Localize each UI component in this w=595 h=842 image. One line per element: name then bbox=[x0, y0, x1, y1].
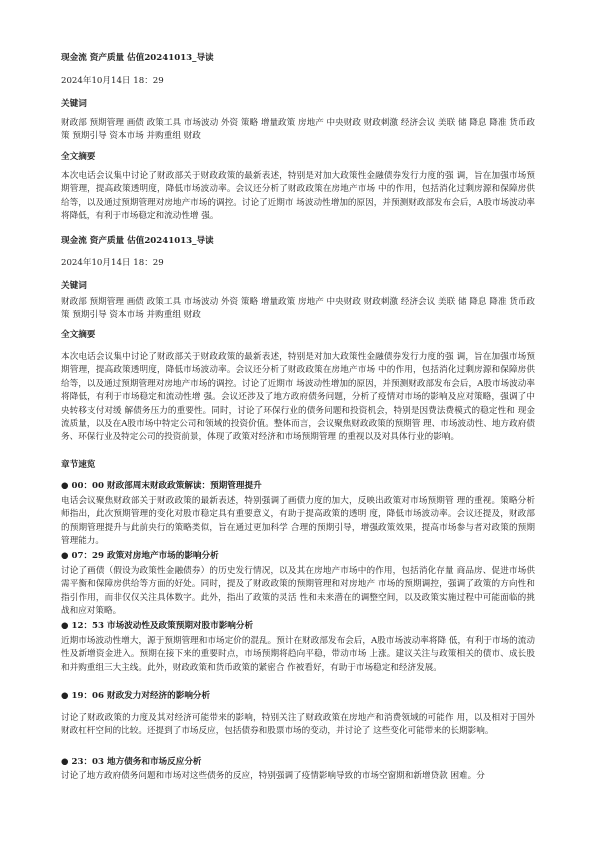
chapters-heading: 章节速览 bbox=[61, 460, 96, 470]
doc-title-repeat: 现金流 资产质量 估值20241013_导读 bbox=[61, 236, 214, 246]
chapter-title: ● 07：29 政策对房地产市场的影响分析 bbox=[61, 551, 219, 561]
chapter-text: 讨论了画债（假设为政策性金融债券）的历史发行情况，以及其在房地产市场中的作用，包括消化存量 商品房、促进市场供需平衡和保障房供给等方面的好处。同时，提及了财政政策的预期管理和对房地产 市场的预期调控，强调了政策的方向性和指引作用，而非仅仅关注具体数字。此外，指出了政策的灵活 性和未来潜在的调整空间，以及政策实施过程中可能面临的挑战和应对策略。 bbox=[61, 566, 535, 617]
chapter-title: ● 00：00 财政部周末财政政策解读：预期管理提升 bbox=[61, 481, 262, 491]
keywords-text: 财政部 预期管理 画债 政策工具 市场波动 外资 策略 增量政策 房地产 中央财政 财政刺激 经济会议 美联 储 降息 降准 货币政策 预期引导 资本市场 并购重组 财政 bbox=[61, 118, 535, 142]
summary-heading-repeat: 全文摘要 bbox=[61, 330, 96, 340]
doc-title: 现金流 资产质量 估值20241013_导读 bbox=[61, 53, 214, 63]
chapter-title: ● 23：03 地方债务和市场反应分析 bbox=[61, 757, 202, 767]
doc-datetime: 2024年10月14日 18：29 bbox=[61, 76, 164, 86]
keywords-heading-repeat: 关键词 bbox=[61, 281, 87, 291]
summary-text: 本次电话会议集中讨论了财政部关于财政政策的最新表述，特别是对加大政策性金融债券发行力度的强 调，旨在加强市场预期管理，提高政策透明度，降低市场波动率。会议还分析了财政政策在房地产市场 中的作用，包括消化过剩房源和保障房供给等，以及通过预期管理对房地产市场的调控。讨论了近期市 场波动性增加的原因，并预测财政部发布会后，A股市场波动率将降低，有利于市场稳定和流动性增 强。 bbox=[61, 171, 535, 222]
chapter-text: 电话会议聚焦财政部关于财政政策的最新表述，特别强调了画债力度的加大，反映出政策对市场预期管 理的重视。策略分析师指出，此次预期管理的变化对股市稳定具有重要意义，有助于提高政策的透明 度，降低市场波动率。会议还提及，财政部的预期管理提升与此前央行的策略类似，旨在通过更加科学 合理的预期引导，增强政策效果，提高市场参与者对政策的预期管理能力。 bbox=[61, 496, 535, 547]
summary-heading: 全文摘要 bbox=[61, 152, 96, 162]
chapter-text: 近期市场波动性增大，源于预期管理和市场定价的混乱。预计在财政部发布会后，A股市场波动率将降 低，有利于市场的流动性及新增资金进入。预期在接下来的重要时点，市场预期将趋向平稳，带动市场 上涨。建议关注与政策相关的债市、成长股和并购重组三大主线。此外，财政政策和货币政策的紧密合 作被看好，有助于市场稳定和经济发展。 bbox=[61, 636, 535, 673]
chapter-title: ● 19：06 财政发力对经济的影响分析 bbox=[61, 691, 211, 701]
doc-datetime-repeat: 2024年10月14日 18：29 bbox=[61, 258, 164, 268]
chapter-title: ● 12：53 市场波动性及政策预期对股市影响分析 bbox=[61, 621, 254, 631]
chapter-text: 讨论了地方政府债务问题和市场对这些债务的反应，特别强调了疫情影响导致的市场空窗期和新增贷款 困难。分 bbox=[61, 771, 485, 781]
keywords-heading: 关键词 bbox=[61, 99, 87, 109]
keywords-text-repeat: 财政部 预期管理 画债 政策工具 市场波动 外资 策略 增量政策 房地产 中央财政 财政刺激 经济会议 美联 储 降息 降准 货币政策 预期引导 资本市场 并购重组 财政 bbox=[61, 297, 535, 321]
summary-text-full: 本次电话会议集中讨论了财政部关于财政政策的最新表述，特别是对加大政策性金融债券发行力度的强 调，旨在加强市场预期管理，提高政策透明度，降低市场波动率。会议还分析了财政政策在房地产市场 中的作用，包括消化过剩房源和保障房供给等，以及通过预期管理对房地产市场的调控。讨论了近期市 场波动性增加的原因，并预测财政部发布会后，A股市场波动率将降低，有利于市场稳定和流动性增 强。会议还涉及了地方政府债务问题，分析了疫情对市场的影响及应对策略，强调了中央转移支付对缓 解债务压力的重要性。同时，讨论了环保行业的债务问题和投资机会，特别是因费法费模式的稳定性和 现金流质量，以及在A股市场中特定公司和领域的投资价值。整体而言，会议聚焦财政政策的预期管 理、市场波动性、地方政府债务、环保行业及特定公司的投资前景，体现了政策对经济和市场预期管理 的重视以及对具体行业的影响。 bbox=[61, 352, 535, 443]
chapter-text: 讨论了财政政策的力度及其对经济可能带来的影响，特别关注了财政政策在房地产和消费领域的可能作 用，以及相对于国外财政杠杆空间的比较。还提到了市场反应，包括债券和股票市场的变动，并讨论了 这些变化可能带来的长期影响。 bbox=[61, 713, 535, 737]
